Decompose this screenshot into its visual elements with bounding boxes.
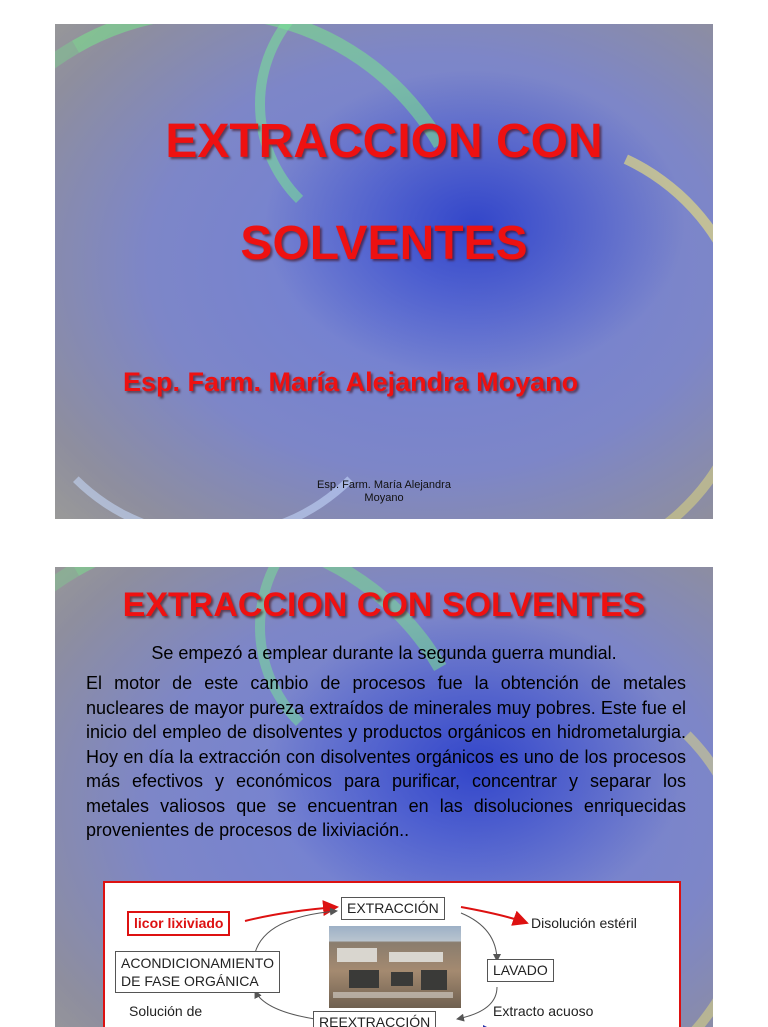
- lead-sentence: Se empezó a emplear durante la segunda guerra mundial.: [151, 643, 617, 663]
- acond-line-2: DE FASE ORGÁNICA: [121, 973, 259, 989]
- swirl-decoration: [55, 144, 411, 519]
- licor-lixiviado-box: licor lixiviado: [127, 911, 230, 936]
- arrow-reextraccion-to-acond: [255, 991, 315, 1019]
- swirl-decoration: [55, 24, 545, 519]
- arrow-acond-to-extraccion: [255, 911, 337, 953]
- arrow-extraccion-to-disolucion: [461, 907, 527, 923]
- reextraccion-box: REEXTRACCIÓN: [313, 1011, 436, 1027]
- acond-line-1: ACONDICIONAMIENTO: [121, 955, 274, 971]
- content-slide: [55, 567, 713, 1027]
- process-diagram: [103, 881, 681, 1027]
- disolucion-esteril-label: Disolución estéril: [531, 915, 637, 931]
- slide-title: EXTRACCION CON SOLVENTES: [122, 586, 646, 624]
- slide-footer: [55, 479, 713, 505]
- arrow-extraccion-to-lavado: [461, 913, 497, 961]
- title-slide: [55, 24, 713, 519]
- plant-photo: [329, 926, 461, 1008]
- body-paragraph: El motor de este cambio de procesos fue la obtención de metales nucleares de mayor pureza extraídos de minerales muy pobres. Este fue el inicio del empleo de disolventes y productos orgánicos en hidrometalurgia. Hoy en día la extracción con disolventes orgánicos es uno de los procesos más efectivos y económicos para purificar, concentrar y separar los metales valiosos que se encuentran en las disoluciones enriquecidas provenientes de procesos de lixiviación..: [86, 673, 686, 840]
- extracto-acuoso-label: Extracto acuoso: [493, 1003, 594, 1019]
- footer-line-2: Moyano: [364, 492, 404, 504]
- lavado-box: LAVADO: [487, 959, 554, 982]
- slide-title-line-2: SOLVENTES: [240, 217, 528, 270]
- arrow-lavado-to-reextraccion: [457, 987, 497, 1019]
- footer-line-1: Esp. Farm. María Alejandra: [317, 479, 451, 491]
- extraccion-box: EXTRACCIÓN: [341, 897, 445, 920]
- acondicionamiento-box: [115, 951, 280, 993]
- solucion-label: Solución de: [129, 1003, 203, 1019]
- author-name: Esp. Farm. María Alejandra Moyano: [123, 367, 579, 397]
- slide-title-line-1: EXTRACCION CON: [165, 115, 603, 168]
- arrow-licor-to-extraccion: [245, 907, 337, 921]
